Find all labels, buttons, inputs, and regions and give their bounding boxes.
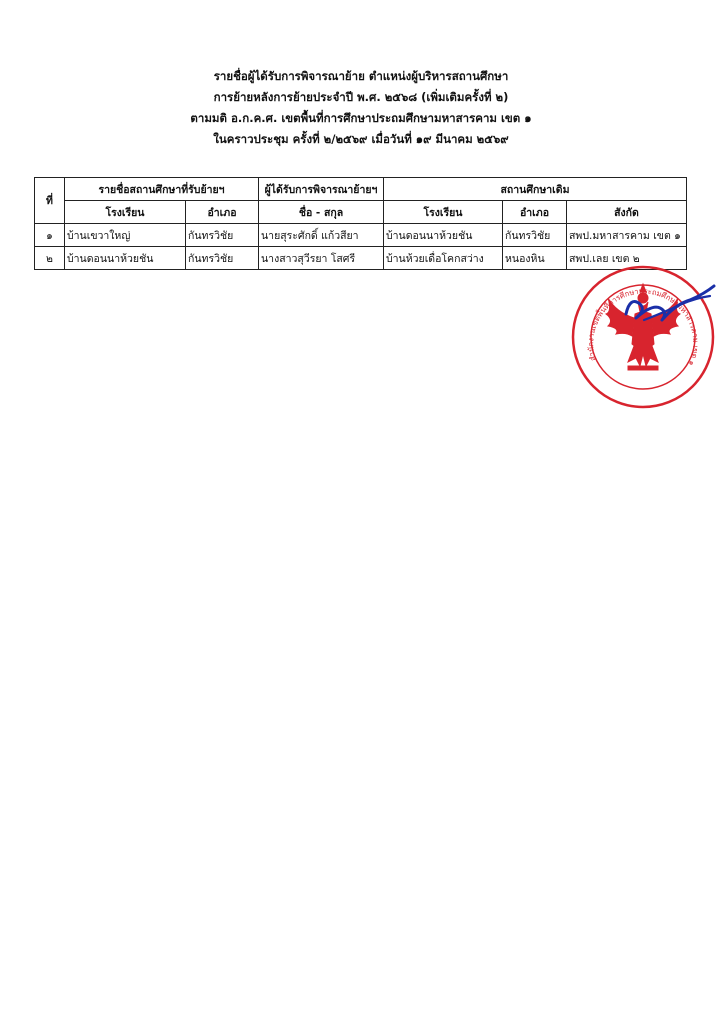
header-name: ชื่อ - สกุล: [259, 201, 384, 224]
table-row: [35, 224, 687, 247]
header-school: โรงเรียน: [65, 201, 186, 224]
row-name: นายสุระศักดิ์ แก้วสียา: [259, 224, 384, 247]
row-name: นางสาวสุวีรยา โสศรี: [259, 247, 384, 270]
header-person-group: ผู้ได้รับการพิจารณาย้ายฯ: [259, 178, 384, 201]
transfer-table: [34, 177, 687, 270]
header-no: ที่: [35, 178, 65, 224]
signature-image: [600, 274, 720, 334]
header-district: อำเภอ: [186, 201, 259, 224]
title-line-1: รายชื่อผู้ได้รับการพิจารณาย้าย ตำแหน่งผู้บริหารสถานศึกษา: [213, 69, 509, 83]
row-district: กันทรวิชัย: [186, 247, 259, 270]
row-origin-school: บ้านดอนนาห้วยชัน: [384, 224, 503, 247]
row-no: ๒: [35, 247, 65, 270]
row-school: บ้านดอนนาห้วยชัน: [65, 247, 186, 270]
row-no: ๑: [35, 224, 65, 247]
row-origin-district: หนองหิน: [503, 247, 567, 270]
header-row-1: [35, 178, 687, 201]
header-origin-group: สถานศึกษาเดิม: [384, 178, 687, 201]
header-row-2: [35, 201, 687, 224]
row-school: บ้านเขวาใหญ่: [65, 224, 186, 247]
header-affiliation: สังกัด: [567, 201, 687, 224]
header-origin-district: อำเภอ: [503, 201, 567, 224]
row-affiliation: สพป.เลย เขต ๒: [567, 247, 687, 270]
title-line-3: ตามมติ อ.ก.ค.ศ. เขตพื้นที่การศึกษาประถมศึกษามหาสารคาม เขต ๑: [190, 111, 532, 125]
row-origin-district: กันทรวิชัย: [503, 224, 567, 247]
title-line-2: การย้ายหลังการย้ายประจำปี พ.ศ. ๒๕๖๘ (เพิ่มเติมครั้งที่ ๒): [213, 90, 509, 104]
row-district: กันทรวิชัย: [186, 224, 259, 247]
document-title: [0, 66, 722, 150]
stamp-text: สำนักงานเขตพื้นที่การศึกษาประถมศึกษามหาสารคาม เขต ๑: [586, 286, 701, 368]
title-line-4: ในคราวประชุม ครั้งที่ ๒/๒๕๖๙ เมื่อวันที่ ๑๙ มีนาคม ๒๕๖๙: [213, 132, 509, 146]
header-origin-school: โรงเรียน: [384, 201, 503, 224]
row-origin-school: บ้านห้วยเดื่อโคกสว่าง: [384, 247, 503, 270]
row-affiliation: สพป.มหาสารคาม เขต ๑: [567, 224, 687, 247]
header-receiving-school-group: รายชื่อสถานศึกษาที่รับย้ายฯ: [65, 178, 259, 201]
